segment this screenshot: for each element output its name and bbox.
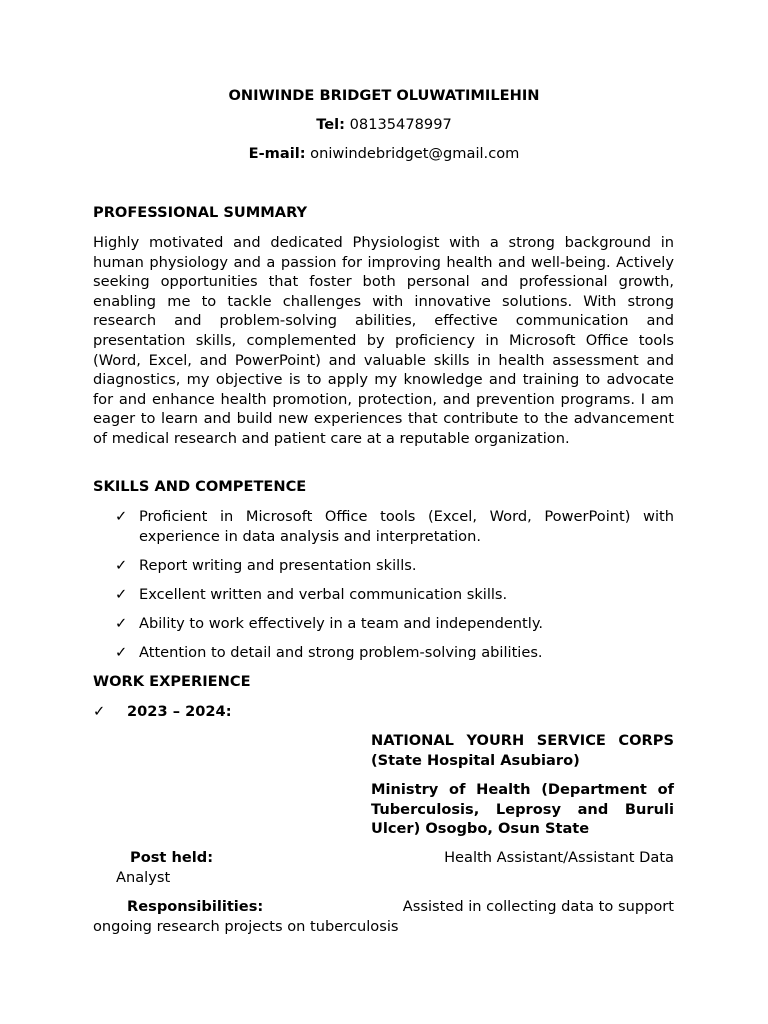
summary-heading: PROFESSIONAL SUMMARY [93, 204, 308, 221]
post-value: Health Assistant/Assistant Data [444, 849, 674, 866]
responsibilities-label: Responsibilities: [127, 898, 264, 915]
skill-text: Attention to detail and strong problem-solving abilities. [139, 644, 543, 662]
check-icon: ✓ [115, 615, 128, 633]
skills-heading: SKILLS AND COMPETENCE [93, 478, 307, 495]
post-label: Post held: [130, 849, 214, 866]
phone-label: Tel: [316, 116, 345, 133]
period-text: 2023 – 2024: [127, 703, 232, 720]
check-icon: ✓ [115, 556, 128, 574]
skill-item [93, 556, 674, 576]
post-value-cont: Analyst [116, 869, 171, 886]
phone-line [0, 115, 768, 135]
check-icon: ✓ [115, 508, 128, 525]
skill-item [93, 614, 674, 634]
skill-text: Report writing and presentation skills. [139, 556, 417, 574]
email-line [0, 144, 768, 164]
email-label: E-mail: [248, 145, 306, 162]
candidate-name: ONIWINDE BRIDGET OLUWATIMILEHIN [228, 87, 540, 104]
skills-list [93, 507, 674, 673]
skill-item [93, 585, 674, 605]
skill-item [93, 507, 674, 546]
employer-primary: NATIONAL YOURH SERVICE CORPS (State Hospital Asubiaro) [371, 732, 674, 769]
work-heading: WORK EXPERIENCE [93, 673, 251, 690]
skill-text: Ability to work effectively in a team and independently. [139, 615, 544, 633]
check-icon: ✓ [93, 703, 106, 720]
check-icon: ✓ [115, 585, 128, 603]
skill-item [93, 643, 674, 663]
responsibilities-value-cont: ongoing research projects on tuberculosis [93, 918, 399, 935]
email-value: oniwindebridget@gmail.com [310, 145, 520, 162]
responsibilities-value: Assisted in collecting data to support [402, 898, 674, 915]
employer-department: Ministry of Health (Department of Tuberculosis, Leprosy and Buruli Ulcer) Osogbo, Osun State [371, 781, 674, 838]
summary-text: Highly motivated and dedicated Physiologist with a strong background in human physiology and a passion for improving health and well-being. Actively seeking opportunities that foster both personal and professional growth, enabling me to tackle challenges with innovative solutions. With strong research and problem-solving abilities, effective communication and presentation skills, complemented by proficiency in Microsoft Office tools (Word, Excel, and PowerPoint) and valuable skills in health assessment and diagnostics, my objective is to apply my knowledge and training to advocate for and enhance health promotion, protection, and prevention programs. I am eager to learn and build new experiences that contribute to the advancement of medical research and patient care at a reputable organization. [93, 234, 674, 447]
phone-value: 08135478997 [349, 116, 452, 133]
skill-text: Excellent written and verbal communication skills. [139, 585, 508, 603]
check-icon: ✓ [115, 644, 128, 662]
skill-text: Proficient in Microsoft Office tools (Excel, Word, PowerPoint) with experience in data analysis and interpretation. [139, 508, 674, 545]
